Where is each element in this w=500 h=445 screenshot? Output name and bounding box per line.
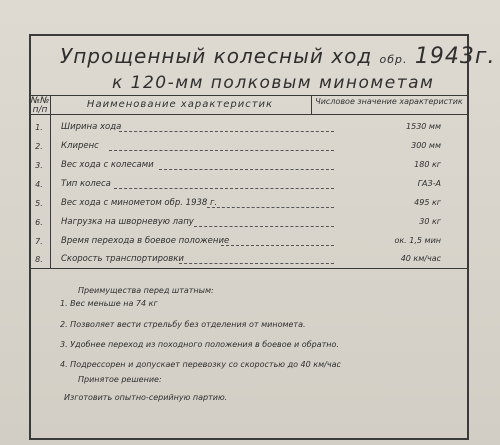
header-num: №№ п/п	[30, 96, 50, 115]
header-name: Наименование характеристик	[86, 99, 274, 110]
row-leader	[159, 169, 334, 170]
table-row	[29, 249, 469, 272]
row-num: 7.	[35, 237, 43, 246]
row-name: Время перехода в боевое положение	[61, 236, 230, 246]
notes-heading: Преимущества перед штатным:	[78, 286, 214, 295]
title-line-1	[60, 44, 496, 69]
row-leader	[194, 226, 334, 227]
row-value: 300 мм	[411, 141, 441, 150]
row-num: 6.	[35, 218, 43, 227]
row-name: Вес хода с колесами	[61, 160, 154, 170]
row-leader	[207, 207, 334, 208]
row-num: 8.	[35, 255, 43, 264]
row-leader	[119, 131, 334, 132]
table-col-divider-2	[311, 95, 312, 114]
row-value: 40 км/час	[400, 254, 441, 263]
row-value: ок. 1,5 мин	[394, 236, 441, 245]
note-item: 1. Вес меньше на 74 кг	[60, 299, 158, 308]
row-num: 2.	[35, 142, 43, 151]
title-suffix: обр.	[379, 53, 408, 66]
row-name: Клиренс	[61, 141, 99, 151]
row-name: Тип колеса	[61, 179, 111, 189]
title-year: 1943г.	[414, 44, 496, 69]
note-item: 4. Подрессорен и допускает перевозку со скоростью до 40 км/час	[60, 360, 341, 369]
decision-text: Изготовить опытно-серийную партию.	[64, 393, 228, 402]
row-value: 1530 мм	[406, 122, 441, 131]
row-name: Нагрузка на шворневую лапу	[61, 217, 194, 227]
row-leader	[221, 245, 334, 246]
title-line-2: к 120-мм полковым минометам	[112, 73, 435, 93]
title-main: Упрощенный колесный ход	[60, 44, 373, 68]
row-name: Ширина хода	[61, 122, 122, 132]
row-name: Вес хода с минометом обр. 1938 г.	[61, 198, 218, 208]
table-header-border	[29, 114, 469, 115]
row-num: 5.	[35, 199, 43, 208]
row-num: 4.	[35, 180, 43, 189]
row-num: 1.	[35, 123, 43, 132]
row-leader	[109, 150, 334, 151]
row-leader	[114, 188, 334, 189]
row-value: 30 кг	[419, 217, 441, 226]
header-value: Числовое значение характеристик	[315, 97, 463, 106]
row-leader	[179, 263, 334, 264]
row-num: 3.	[35, 161, 43, 170]
note-item: 2. Позволяет вести стрельбу без отделения от миномета.	[60, 320, 306, 329]
note-item: 3. Удобнее переход из походного положения в боевое и обратно.	[60, 340, 339, 349]
table-top-border	[29, 95, 469, 96]
row-value: 495 кг	[414, 198, 441, 207]
row-value: ГАЗ-А	[417, 179, 441, 188]
row-value: 180 кг	[414, 160, 441, 169]
row-name: Скорость транспортировки	[61, 254, 184, 264]
decision-heading: Принятое решение:	[78, 375, 162, 384]
